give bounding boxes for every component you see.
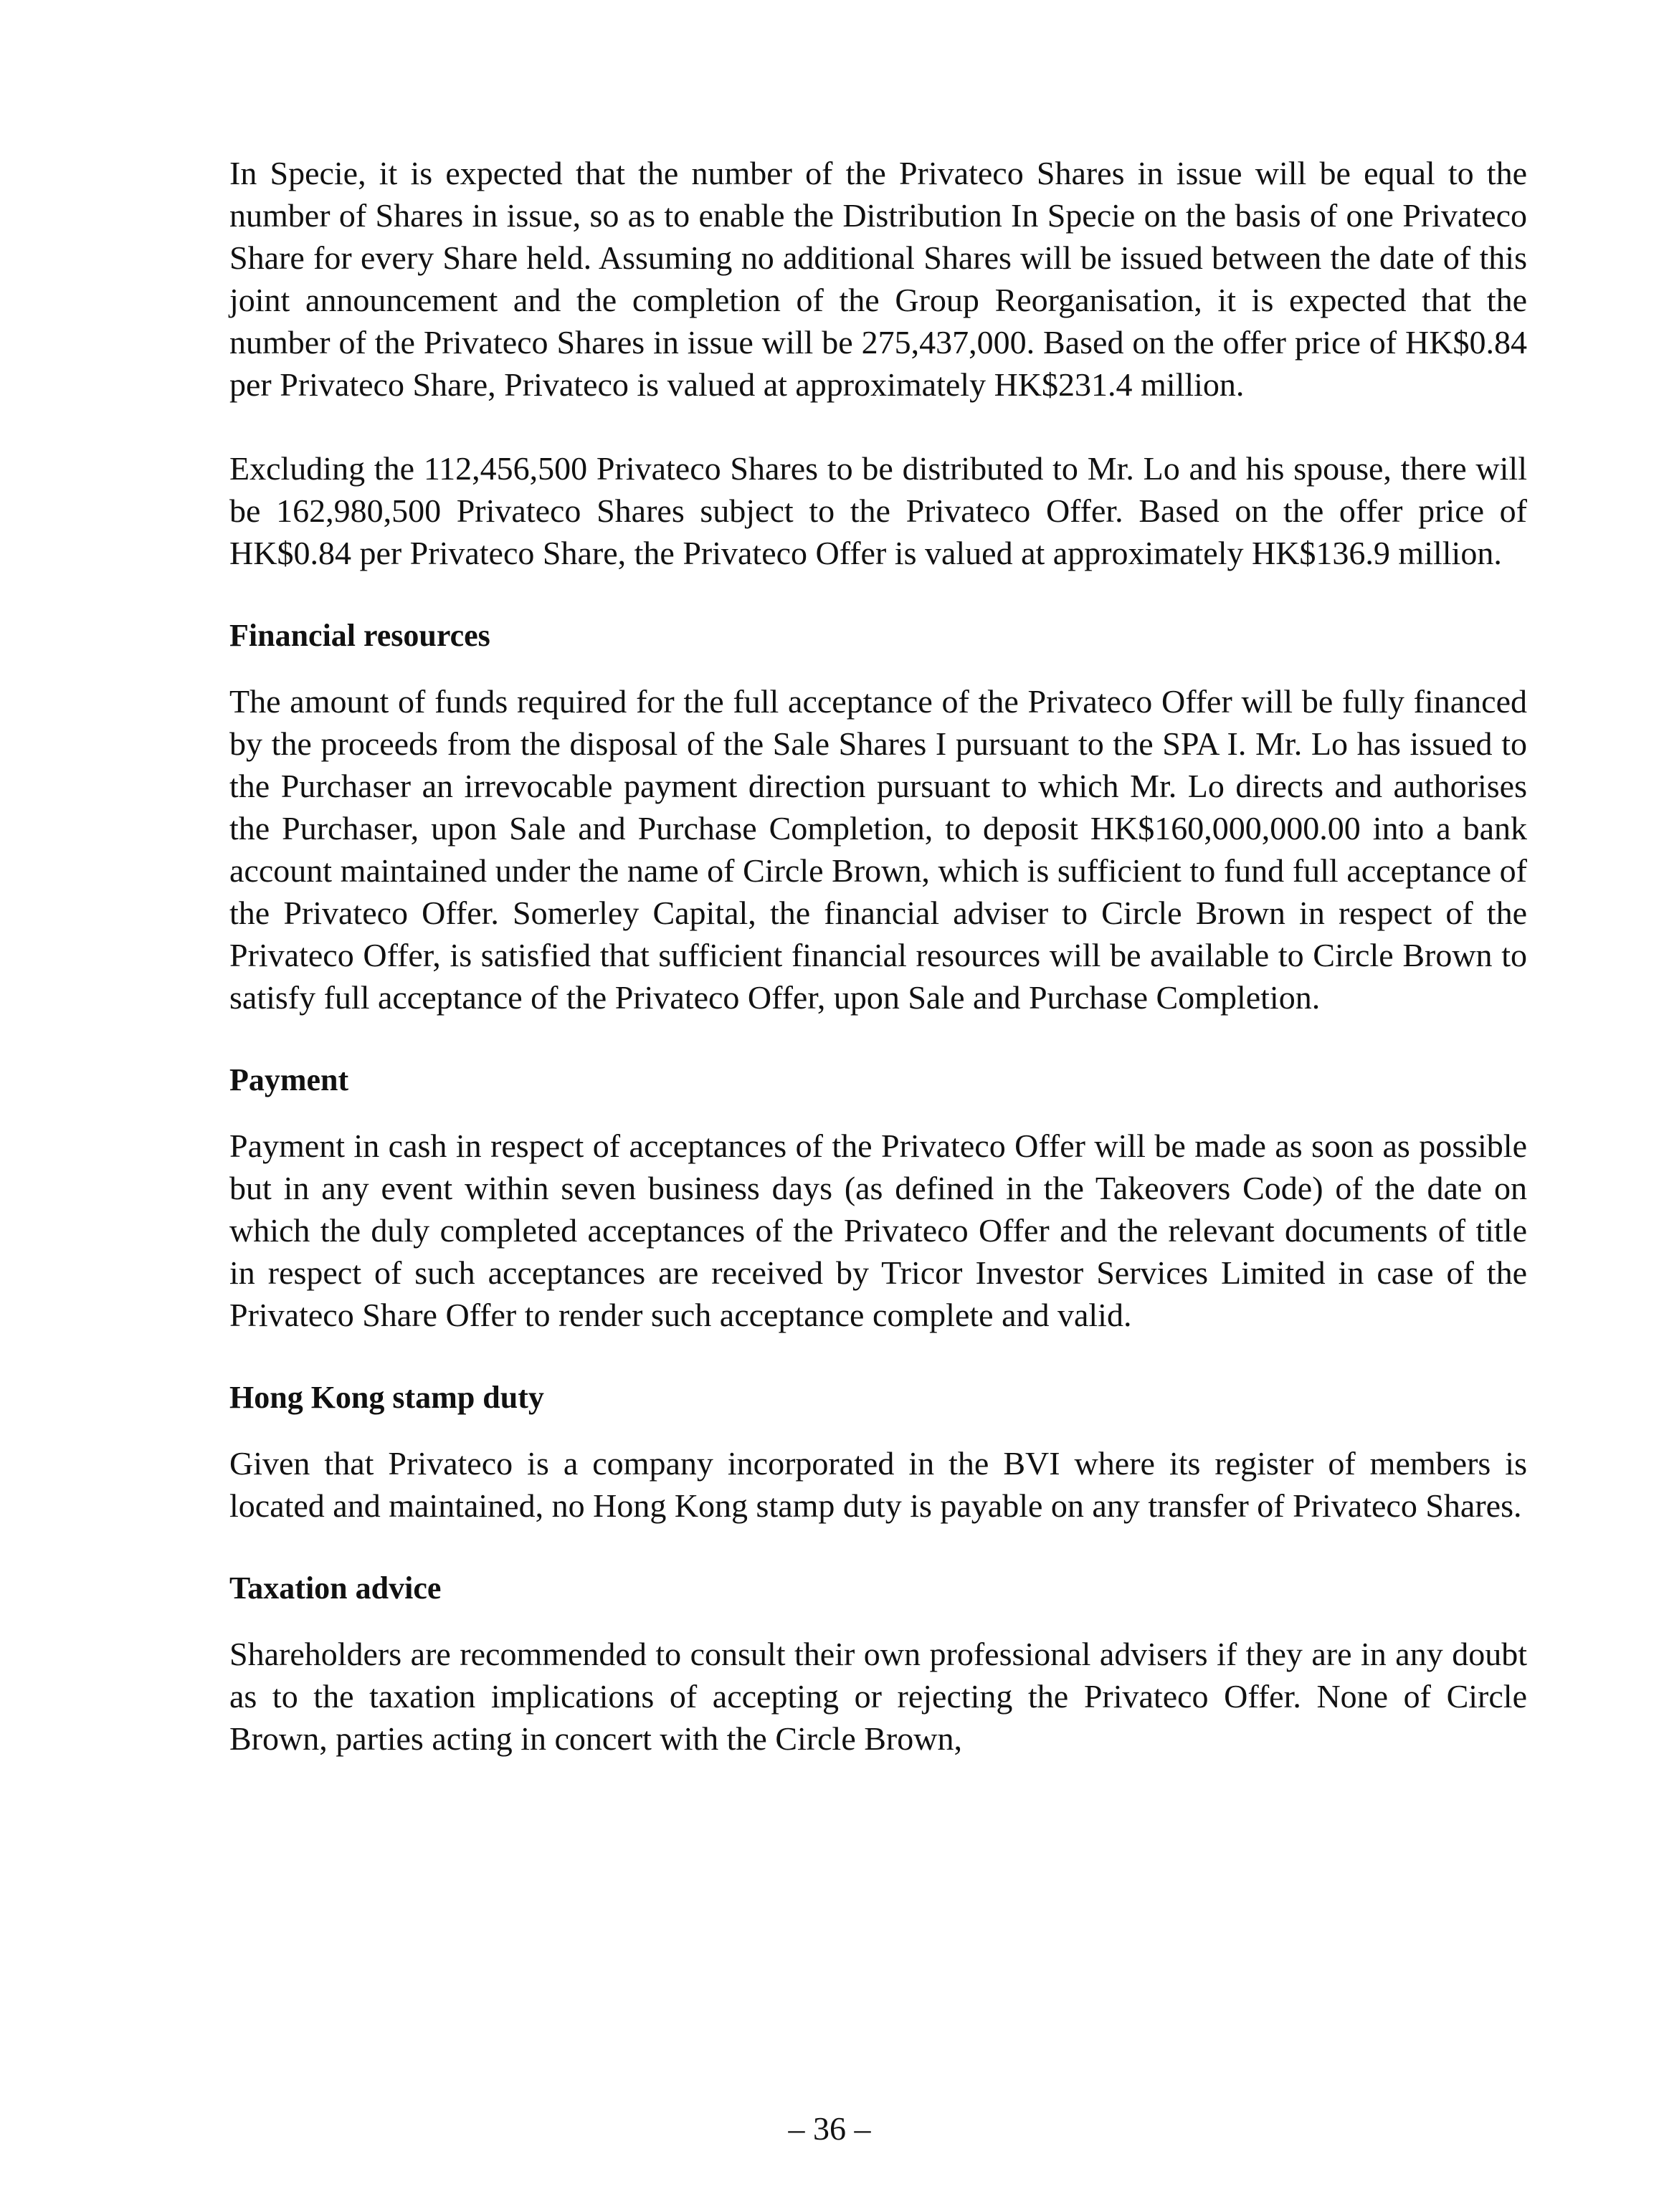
paragraph-taxation-advice: Shareholders are recommended to consult their own professional advisers if they are in any doubt as to the taxation implications of accepting or rejecting the Privateco Offer. None of Circle Brown, parties acting in concert with the Circle Brown,	[229, 1636, 1527, 1757]
heading-stamp-duty: Hong Kong stamp duty	[229, 1380, 544, 1415]
page-number: – 36 –	[788, 2110, 871, 2147]
paragraph-privateco-valuation: In Specie, it is expected that the number of the Privateco Shares in issue will be equal to the number of Shares in issue, so as to enable the Distribution In Specie on the basis of one Privateco Share for every Share held. Assuming no additional Shares will be issued between the date of this joint announcement and the completion of the Group Reorganisation, it is expected that the number of the Privateco Shares in issue will be 275,437,000. Based on the offer price of HK$0.84 per Privateco Share, Privateco is valued at approximately HK$231.4 million.	[229, 155, 1527, 403]
paragraph-payment: Payment in cash in respect of acceptances of the Privateco Offer will be made as soon as possible but in any event within seven business days (as defined in the Takeovers Code) of the date on which the duly completed acceptances of the Privateco Offer and the relevant documents of title in respect of such acceptances are received by Tricor Investor Services Limited in case of the Privateco Share Offer to render such acceptance complete and valid.	[229, 1128, 1527, 1333]
paragraph-stamp-duty: Given that Privateco is a company incorporated in the BVI where its register of members is located and maintained, no Hong Kong stamp duty is payable on any transfer of Privateco Shares.	[229, 1445, 1527, 1524]
heading-taxation-advice: Taxation advice	[229, 1570, 442, 1606]
paragraph-privateco-offer-value: Excluding the 112,456,500 Privateco Shares to be distributed to Mr. Lo and his spouse, there will be 162,980,500 Privateco Shares subject to the Privateco Offer. Based on the offer price of HK$0.84 per Privateco Share, the Privateco Offer is valued at approximately HK$136.9 million.	[229, 450, 1527, 571]
heading-payment: Payment	[229, 1062, 349, 1097]
document-body	[229, 152, 1527, 1760]
heading-financial-resources: Financial resources	[229, 618, 490, 653]
paragraph-financial-resources: The amount of funds required for the full acceptance of the Privateco Offer will be fully financed by the proceeds from the disposal of the Sale Shares I pursuant to the SPA I. Mr. Lo has issued to the Purchaser an irrevocable payment direction pursuant to which Mr. Lo directs and authorises the Purchaser, upon Sale and Purchase Completion, to deposit HK$160,000,000.00 into a bank account maintained under the name of Circle Brown, which is sufficient to fund full acceptance of the Privateco Offer. Somerley Capital, the financial adviser to Circle Brown in respect of the Privateco Offer, is satisfied that sufficient financial resources will be available to Circle Brown to satisfy full acceptance of the Privateco Offer, upon Sale and Purchase Completion.	[229, 683, 1527, 1016]
